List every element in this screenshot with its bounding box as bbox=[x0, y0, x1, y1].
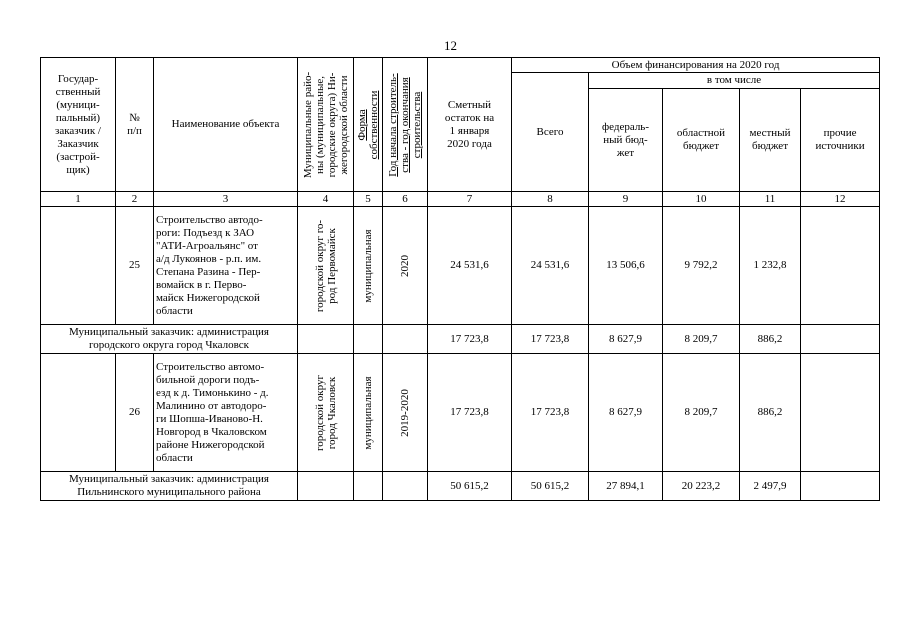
header-ownership-text: Форма собственности bbox=[356, 90, 380, 159]
subtotal-regional: 8 209,7 bbox=[663, 325, 740, 354]
row-local: 1 232,8 bbox=[740, 207, 801, 325]
subtotal-ownership bbox=[354, 472, 383, 501]
header-object-name: Наименование объекта bbox=[154, 58, 298, 192]
row-federal: 8 627,9 bbox=[589, 354, 663, 472]
row-balance: 17 723,8 bbox=[428, 354, 512, 472]
header-num: № п/п bbox=[116, 58, 154, 192]
header-other: прочие источники bbox=[801, 89, 880, 192]
row-municipality-text: городской округ город Чкаловск bbox=[313, 374, 338, 451]
subtotal-other bbox=[801, 472, 880, 501]
header-ownership bbox=[354, 58, 383, 192]
subtotal-total: 50 615,2 bbox=[512, 472, 589, 501]
col-number: 9 bbox=[589, 192, 663, 207]
header-years-text: Год начала строитель- ства - год окончания строительства bbox=[387, 72, 423, 177]
row-object-name: Строительство автомо- бильной дороги подъ- езд к д. Тимонькино - д. Малинино от автодоро- ги Шопша-Иваново-Н. Новгород в Чкаловском районе Нижегородской области bbox=[154, 354, 298, 472]
subtotal-row bbox=[41, 472, 880, 501]
row-years bbox=[383, 207, 428, 325]
subtotal-municipality bbox=[298, 472, 354, 501]
subtotal-total: 17 723,8 bbox=[512, 325, 589, 354]
row-municipality bbox=[298, 354, 354, 472]
row-municipality-text: городской округ го- род Первомайск bbox=[313, 219, 338, 312]
subtotal-federal: 27 894,1 bbox=[589, 472, 663, 501]
subtotal-label: Муниципальный заказчик: администрация городского округа город Чкаловск bbox=[41, 325, 298, 354]
table-row bbox=[41, 354, 880, 472]
subtotal-local: 886,2 bbox=[740, 325, 801, 354]
subtotal-years bbox=[383, 325, 428, 354]
header-federal: федераль- ный бюд- жет bbox=[589, 89, 663, 192]
subtotal-federal: 8 627,9 bbox=[589, 325, 663, 354]
col-number: 8 bbox=[512, 192, 589, 207]
table-row bbox=[41, 207, 880, 325]
subtotal-balance: 50 615,2 bbox=[428, 472, 512, 501]
subtotal-balance: 17 723,8 bbox=[428, 325, 512, 354]
header-total: Всего bbox=[512, 73, 589, 192]
row-regional: 8 209,7 bbox=[663, 354, 740, 472]
subtotal-local: 2 497,9 bbox=[740, 472, 801, 501]
row-years bbox=[383, 354, 428, 472]
row-municipality bbox=[298, 207, 354, 325]
row-customer bbox=[41, 207, 116, 325]
header-local: местный бюджет bbox=[740, 89, 801, 192]
subtotal-regional: 20 223,2 bbox=[663, 472, 740, 501]
row-regional: 9 792,2 bbox=[663, 207, 740, 325]
col-number: 7 bbox=[428, 192, 512, 207]
header-municipality bbox=[298, 58, 354, 192]
header-financing: Объем финансирования на 2020 год bbox=[512, 58, 880, 73]
row-years-text: 2019-2020 bbox=[399, 388, 411, 437]
subtotal-other bbox=[801, 325, 880, 354]
row-customer bbox=[41, 354, 116, 472]
row-ownership-text: муниципальная bbox=[362, 375, 374, 450]
row-federal: 13 506,6 bbox=[589, 207, 663, 325]
row-other bbox=[801, 207, 880, 325]
row-local: 886,2 bbox=[740, 354, 801, 472]
row-ownership-text: муниципальная bbox=[362, 228, 374, 303]
subtotal-years bbox=[383, 472, 428, 501]
subtotal-ownership bbox=[354, 325, 383, 354]
row-object-name: Строительство автодо- роги: Подъезд к ЗАО "АТИ-Агроальянс" от а/д Лукоянов - р.п. им. Степана Разина - Пер- вомайск в г. Перво- майск Нижегородской области bbox=[154, 207, 298, 325]
financing-table bbox=[40, 57, 880, 501]
subtotal-row bbox=[41, 325, 880, 354]
header-balance: Сметный остаток на 1 января 2020 года bbox=[428, 58, 512, 192]
row-other bbox=[801, 354, 880, 472]
header-years bbox=[383, 58, 428, 192]
row-total: 17 723,8 bbox=[512, 354, 589, 472]
col-number: 2 bbox=[116, 192, 154, 207]
col-number: 1 bbox=[41, 192, 116, 207]
page-number: 12 bbox=[444, 38, 457, 53]
header-customer: Государ- ственный (муници- пальный) заказчик / Заказчик (застрой- щик) bbox=[41, 58, 116, 192]
column-number-row bbox=[41, 192, 880, 207]
col-number: 10 bbox=[663, 192, 740, 207]
col-number: 11 bbox=[740, 192, 801, 207]
header-including: в том числе bbox=[589, 73, 880, 89]
col-number: 4 bbox=[298, 192, 354, 207]
header-municipality-text: Муниципальные райо- ны (муниципальные, городские округа) Ни- жегородской области bbox=[301, 71, 350, 178]
row-ownership bbox=[354, 354, 383, 472]
header-regional: областной бюджет bbox=[663, 89, 740, 192]
col-number: 12 bbox=[801, 192, 880, 207]
row-num: 26 bbox=[116, 354, 154, 472]
row-years-text: 2020 bbox=[399, 254, 411, 277]
col-number: 3 bbox=[154, 192, 298, 207]
col-number: 5 bbox=[354, 192, 383, 207]
col-number: 6 bbox=[383, 192, 428, 207]
row-balance: 24 531,6 bbox=[428, 207, 512, 325]
row-ownership bbox=[354, 207, 383, 325]
subtotal-label: Муниципальный заказчик: администрация Пильнинского муниципального района bbox=[41, 472, 298, 501]
subtotal-municipality bbox=[298, 325, 354, 354]
row-num: 25 bbox=[116, 207, 154, 325]
row-total: 24 531,6 bbox=[512, 207, 589, 325]
